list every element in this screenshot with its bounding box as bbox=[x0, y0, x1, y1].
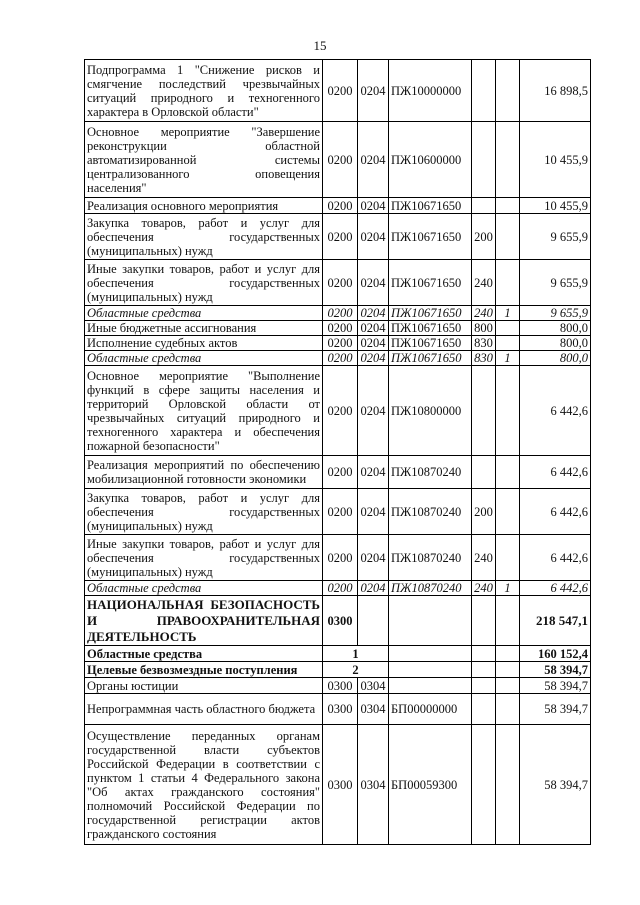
row-section: 0200 bbox=[323, 581, 358, 596]
row-target: ПЖ10671650 bbox=[389, 214, 472, 260]
row-target: ПЖ10600000 bbox=[389, 122, 472, 198]
table-row bbox=[85, 351, 591, 366]
row-subsection: 0304 bbox=[358, 678, 389, 694]
row-amount: 6 442,6 bbox=[520, 535, 591, 581]
row-name: Реализация основного мероприятия bbox=[85, 198, 323, 214]
row-amount: 58 394,7 bbox=[520, 694, 591, 725]
row-subsection: 0204 bbox=[358, 260, 389, 306]
table-row bbox=[85, 60, 591, 122]
row-subsection: 0204 bbox=[358, 489, 389, 535]
row-amount: 800,0 bbox=[520, 321, 591, 336]
row-expense bbox=[472, 725, 496, 845]
row-target: ПЖ10671650 bbox=[389, 306, 472, 321]
row-amount: 6 442,6 bbox=[520, 489, 591, 535]
row-amount: 10 455,9 bbox=[520, 198, 591, 214]
row-target: ПЖ10800000 bbox=[389, 366, 472, 456]
row-name: Областные средства bbox=[85, 646, 323, 662]
row-name: Органы юстиции bbox=[85, 678, 323, 694]
row-target bbox=[389, 596, 472, 646]
row-expense bbox=[472, 366, 496, 456]
row-expense bbox=[472, 596, 496, 646]
table-row bbox=[85, 260, 591, 306]
row-category bbox=[496, 678, 520, 694]
row-section: 0200 bbox=[323, 60, 358, 122]
table-row bbox=[85, 662, 591, 678]
row-section: 0200 bbox=[323, 122, 358, 198]
row-expense bbox=[472, 646, 496, 662]
row-expense: 200 bbox=[472, 489, 496, 535]
row-section: 0300 bbox=[323, 725, 358, 845]
row-section: 0300 bbox=[323, 678, 358, 694]
row-expense bbox=[472, 456, 496, 489]
row-amount: 160 152,4 bbox=[520, 646, 591, 662]
row-category bbox=[496, 336, 520, 351]
row-subsection bbox=[358, 596, 389, 646]
row-name: Основное мероприятие "Выполнение функций в сфере защиты населения и территорий Орловской области от чрезвычайных ситуаций природного и техногенного характера и обеспечения пожарной безопасности" bbox=[85, 366, 323, 456]
row-category: 1 bbox=[496, 306, 520, 321]
row-expense: 830 bbox=[472, 336, 496, 351]
row-section: 0200 bbox=[323, 306, 358, 321]
row-name: Исполнение судебных актов bbox=[85, 336, 323, 351]
row-amount: 6 442,6 bbox=[520, 456, 591, 489]
row-section: 0200 bbox=[323, 198, 358, 214]
row-name: Целевые безвозмездные поступления bbox=[85, 662, 323, 678]
row-amount: 6 442,6 bbox=[520, 581, 591, 596]
row-section: 0200 bbox=[323, 260, 358, 306]
table-row bbox=[85, 306, 591, 321]
row-category bbox=[496, 725, 520, 845]
row-name: Областные средства bbox=[85, 351, 323, 366]
row-category bbox=[496, 646, 520, 662]
table-row bbox=[85, 366, 591, 456]
row-expense: 240 bbox=[472, 581, 496, 596]
row-section: 0200 bbox=[323, 535, 358, 581]
row-amount: 800,0 bbox=[520, 336, 591, 351]
table-row bbox=[85, 336, 591, 351]
row-section: 0300 bbox=[323, 694, 358, 725]
row-target bbox=[389, 678, 472, 694]
row-target: ПЖ10870240 bbox=[389, 489, 472, 535]
row-subsection: 0204 bbox=[358, 351, 389, 366]
row-target: ПЖ10671650 bbox=[389, 321, 472, 336]
table-row bbox=[85, 581, 591, 596]
row-category bbox=[496, 60, 520, 122]
row-expense bbox=[472, 60, 496, 122]
table-row bbox=[85, 535, 591, 581]
row-name: Непрограммная часть областного бюджета bbox=[85, 694, 323, 725]
row-name: Основное мероприятие "Завершение реконструкции областной автоматизированной системы централизованного оповещения населения" bbox=[85, 122, 323, 198]
row-amount: 16 898,5 bbox=[520, 60, 591, 122]
row-expense bbox=[472, 694, 496, 725]
row-category: 1 bbox=[496, 581, 520, 596]
row-name: НАЦИОНАЛЬНАЯ БЕЗОПАСНОСТЬ И ПРАВООХРАНИТЕЛЬНАЯ ДЕЯТЕЛЬНОСТЬ bbox=[85, 596, 323, 646]
row-amount: 58 394,7 bbox=[520, 725, 591, 845]
row-section: 0200 bbox=[323, 336, 358, 351]
row-subsection: 0204 bbox=[358, 336, 389, 351]
row-subsection: 0204 bbox=[358, 456, 389, 489]
row-name: Областные средства bbox=[85, 306, 323, 321]
row-category bbox=[496, 694, 520, 725]
row-subsection: 0204 bbox=[358, 581, 389, 596]
row-expense bbox=[472, 662, 496, 678]
row-amount: 58 394,7 bbox=[520, 662, 591, 678]
row-expense bbox=[472, 678, 496, 694]
row-category bbox=[496, 214, 520, 260]
row-subsection: 0204 bbox=[358, 366, 389, 456]
row-section: 0200 bbox=[323, 489, 358, 535]
table-row bbox=[85, 321, 591, 336]
row-subsection: 0204 bbox=[358, 122, 389, 198]
row-subsection: 0204 bbox=[358, 214, 389, 260]
row-section: 0200 bbox=[323, 456, 358, 489]
row-section: 0200 bbox=[323, 351, 358, 366]
table-row bbox=[85, 198, 591, 214]
row-expense: 240 bbox=[472, 306, 496, 321]
row-amount: 9 655,9 bbox=[520, 260, 591, 306]
row-target: ПЖ10671650 bbox=[389, 260, 472, 306]
row-category bbox=[496, 535, 520, 581]
row-category bbox=[496, 489, 520, 535]
table-row bbox=[85, 678, 591, 694]
row-amount: 6 442,6 bbox=[520, 366, 591, 456]
row-subsection: 0204 bbox=[358, 306, 389, 321]
table-row bbox=[85, 214, 591, 260]
row-target: ПЖ10000000 bbox=[389, 60, 472, 122]
row-amount: 10 455,9 bbox=[520, 122, 591, 198]
row-amount: 58 394,7 bbox=[520, 678, 591, 694]
row-expense: 200 bbox=[472, 214, 496, 260]
row-expense: 240 bbox=[472, 260, 496, 306]
row-category bbox=[496, 122, 520, 198]
table-row bbox=[85, 489, 591, 535]
row-target: ПЖ10671650 bbox=[389, 198, 472, 214]
row-subsection: 0304 bbox=[358, 725, 389, 845]
row-expense bbox=[472, 122, 496, 198]
row-section: 0200 bbox=[323, 321, 358, 336]
table-row bbox=[85, 694, 591, 725]
table-row bbox=[85, 725, 591, 845]
row-code: 2 bbox=[323, 662, 389, 678]
row-name: Закупка товаров, работ и услуг для обеспечения государственных (муниципальных) нужд bbox=[85, 489, 323, 535]
row-target: ПЖ10671650 bbox=[389, 336, 472, 351]
row-amount: 800,0 bbox=[520, 351, 591, 366]
row-name: Подпрограмма 1 "Снижение рисков и смягчение последствий чрезвычайных ситуаций природного и техногенного характера в Орловской области" bbox=[85, 60, 323, 122]
row-name: Иные закупки товаров, работ и услуг для обеспечения государственных (муниципальных) нужд bbox=[85, 535, 323, 581]
row-section: 0300 bbox=[323, 596, 358, 646]
row-category bbox=[496, 260, 520, 306]
table-row bbox=[85, 596, 591, 646]
row-subsection: 0204 bbox=[358, 321, 389, 336]
row-amount: 218 547,1 bbox=[520, 596, 591, 646]
row-name: Иные закупки товаров, работ и услуг для обеспечения государственных (муниципальных) нужд bbox=[85, 260, 323, 306]
row-code: 1 bbox=[323, 646, 389, 662]
row-target bbox=[389, 646, 472, 662]
row-name: Осуществление переданных органам государственной власти субъектов Российской Федерации в соответствии с пунктом 1 статьи 4 Федерального закона "Об актах гражданского состояния" полномочий Российской Федерации по государственной регистрации актов гражданского состояния bbox=[85, 725, 323, 845]
budget-table bbox=[84, 59, 591, 845]
row-amount: 9 655,9 bbox=[520, 214, 591, 260]
row-target: ПЖ10870240 bbox=[389, 535, 472, 581]
row-category bbox=[496, 596, 520, 646]
row-target: ПЖ10870240 bbox=[389, 456, 472, 489]
table-row bbox=[85, 456, 591, 489]
row-name: Областные средства bbox=[85, 581, 323, 596]
row-subsection: 0204 bbox=[358, 535, 389, 581]
row-target bbox=[389, 662, 472, 678]
row-expense: 830 bbox=[472, 351, 496, 366]
row-expense bbox=[472, 198, 496, 214]
row-target: БП00000000 bbox=[389, 694, 472, 725]
row-category bbox=[496, 366, 520, 456]
row-category bbox=[496, 456, 520, 489]
row-target: ПЖ10870240 bbox=[389, 581, 472, 596]
row-subsection: 0304 bbox=[358, 694, 389, 725]
row-subsection: 0204 bbox=[358, 60, 389, 122]
row-category bbox=[496, 321, 520, 336]
row-amount: 9 655,9 bbox=[520, 306, 591, 321]
row-target: ПЖ10671650 bbox=[389, 351, 472, 366]
table-row bbox=[85, 122, 591, 198]
row-category bbox=[496, 662, 520, 678]
row-section: 0200 bbox=[323, 214, 358, 260]
row-expense: 800 bbox=[472, 321, 496, 336]
row-subsection: 0204 bbox=[358, 198, 389, 214]
row-expense: 240 bbox=[472, 535, 496, 581]
row-target: БП00059300 bbox=[389, 725, 472, 845]
table-row bbox=[85, 646, 591, 662]
row-name: Закупка товаров, работ и услуг для обеспечения государственных (муниципальных) нужд bbox=[85, 214, 323, 260]
row-category: 1 bbox=[496, 351, 520, 366]
row-name: Реализация мероприятий по обеспечению мобилизационной готовности экономики bbox=[85, 456, 323, 489]
row-category bbox=[496, 198, 520, 214]
row-section: 0200 bbox=[323, 366, 358, 456]
page-number: 15 bbox=[313, 38, 327, 53]
row-name: Иные бюджетные ассигнования bbox=[85, 321, 323, 336]
